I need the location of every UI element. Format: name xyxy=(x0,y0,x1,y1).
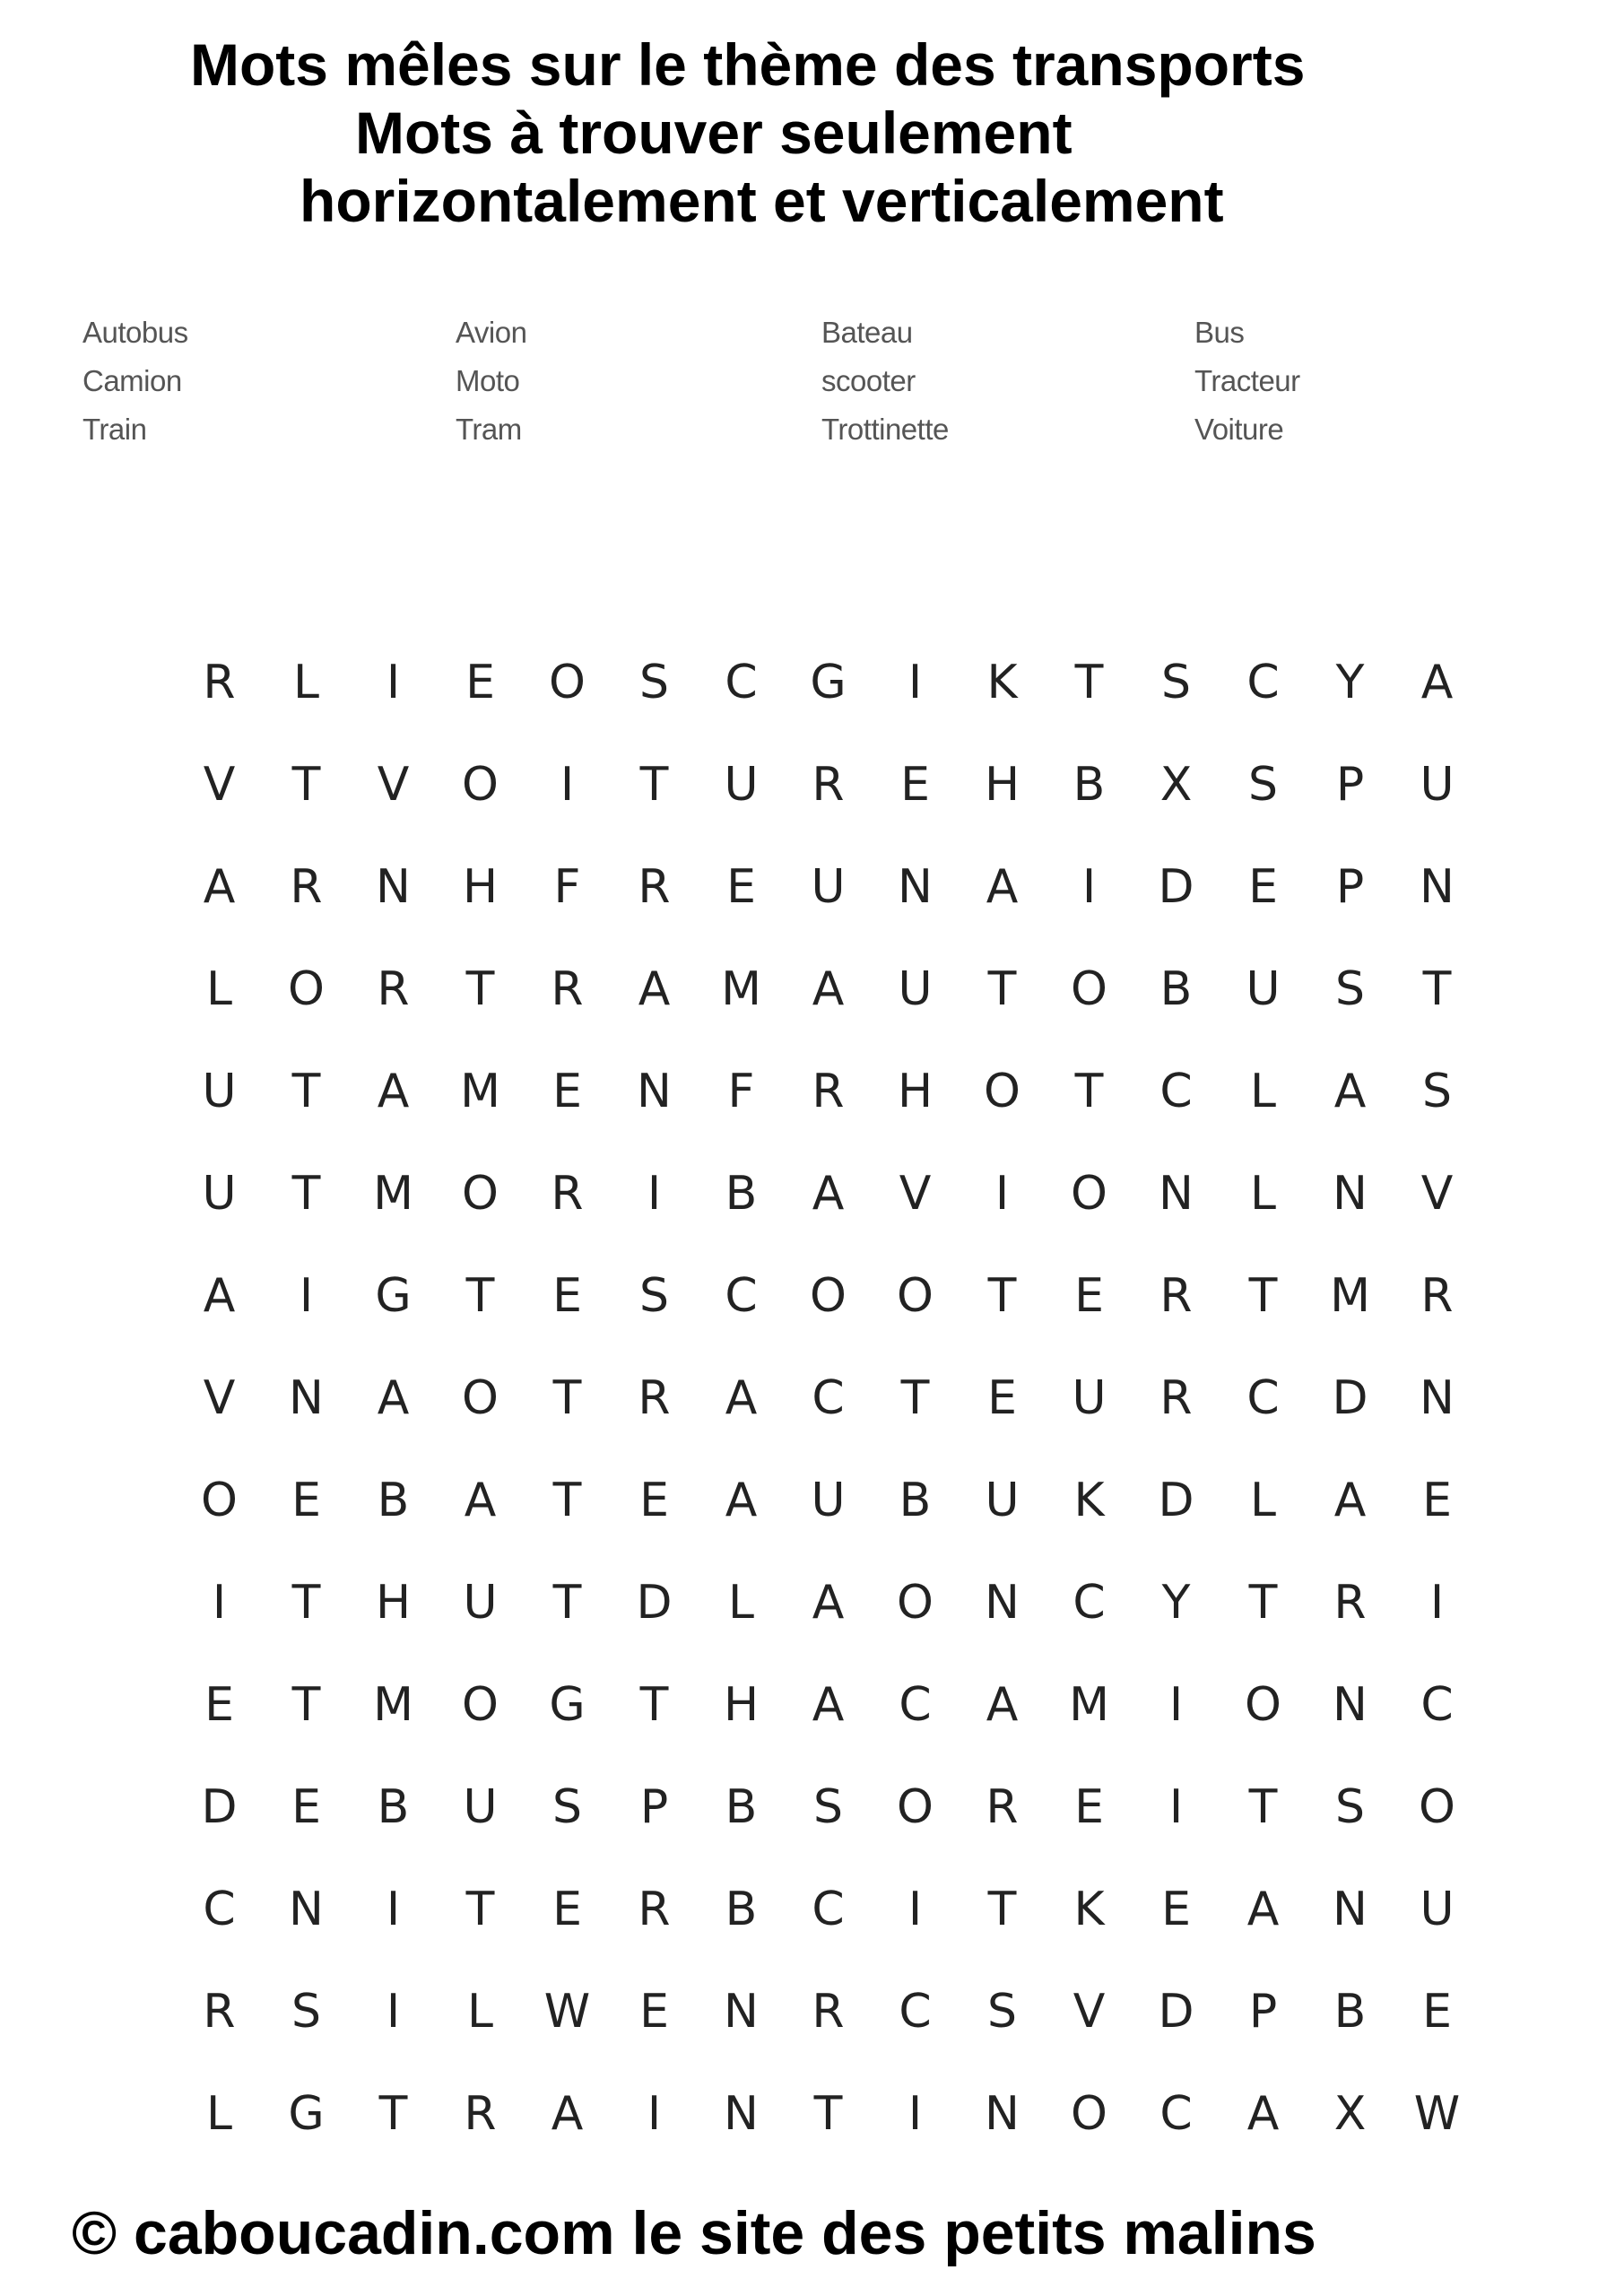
grid-letter: N xyxy=(1159,1167,1194,1221)
grid-letter: R xyxy=(1333,1576,1367,1630)
grid-letter: O xyxy=(1245,1678,1281,1732)
title-line-3: horizontalement et verticalement xyxy=(300,168,1224,234)
grid-letter: I xyxy=(386,1883,401,1936)
grid-letter: T xyxy=(1248,1780,1278,1834)
grid-letter: C xyxy=(899,1985,932,2039)
grid-letter: I xyxy=(386,1985,401,2039)
grid-letter: T xyxy=(1248,1269,1278,1323)
grid-letter: F xyxy=(553,860,581,914)
grid-letter: A xyxy=(203,1269,236,1323)
grid-letter: N xyxy=(376,860,411,914)
grid-letter: A xyxy=(203,860,236,914)
grid-letter: T xyxy=(987,962,1017,1016)
word-list-item: Bateau xyxy=(821,316,913,349)
grid-letter: R xyxy=(1420,1269,1454,1323)
title-line-2: Mots à trouver seulement xyxy=(355,100,1073,166)
grid-letter: I xyxy=(647,1167,662,1221)
grid-letter: O xyxy=(1071,962,1107,1016)
word-list-item: Autobus xyxy=(83,316,188,349)
grid-letter: E xyxy=(1161,1883,1191,1936)
grid-letter: A xyxy=(812,1678,845,1732)
grid-letter: O xyxy=(201,1474,238,1527)
grid-letter: T xyxy=(639,1678,669,1732)
grid-letter: U xyxy=(463,1780,498,1834)
grid-letter: E xyxy=(900,758,930,812)
grid-letter: T xyxy=(378,2087,408,2141)
grid-letter: B xyxy=(377,1780,410,1834)
grid-letter: A xyxy=(551,2087,584,2141)
grid-letter: T xyxy=(987,1269,1017,1323)
grid-letter: S xyxy=(291,1985,321,2039)
grid-letter: U xyxy=(811,1474,846,1527)
grid-letter: T xyxy=(552,1474,582,1527)
grid-letter: I xyxy=(1168,1780,1184,1834)
grid-letter: O xyxy=(1071,2087,1107,2141)
grid-letter: I xyxy=(560,758,575,812)
grid-letter: U xyxy=(724,758,759,812)
word-list-item: Tracteur xyxy=(1194,364,1300,397)
grid-letter: A xyxy=(377,1065,410,1118)
grid-letter: T xyxy=(465,1883,495,1936)
grid-letter: T xyxy=(813,2087,843,2141)
grid-letter: T xyxy=(291,1167,321,1221)
grid-letter: N xyxy=(289,1883,324,1936)
grid-letter: T xyxy=(552,1576,582,1630)
grid-letter: S xyxy=(1247,758,1278,812)
grid-letter: K xyxy=(1073,1474,1105,1527)
grid-letter: O xyxy=(810,1269,847,1323)
word-list xyxy=(83,316,1463,461)
grid-letter: A xyxy=(1420,656,1454,709)
grid-letter: R xyxy=(203,656,236,709)
grid-letter: L xyxy=(206,2087,232,2141)
grid-letter: R xyxy=(551,962,584,1016)
grid-letter: R xyxy=(638,1883,671,1936)
grid-letter: R xyxy=(203,1985,236,2039)
grid-letter: V xyxy=(203,1371,236,1425)
grid-letter: T xyxy=(465,962,495,1016)
grid-letter: U xyxy=(1420,1883,1455,1936)
grid-letter: E xyxy=(552,1269,582,1323)
word-list-item: Bus xyxy=(1194,316,1245,349)
word-list-item: Voiture xyxy=(1194,413,1284,446)
grid-letter: T xyxy=(1074,1065,1104,1118)
footer-copyright: © caboucadin.com le site des petits malins xyxy=(72,2199,1316,2267)
grid-letter: Y xyxy=(1161,1576,1191,1630)
grid-letter: S xyxy=(1160,656,1191,709)
word-list-item: Moto xyxy=(456,364,520,397)
grid-letter: U xyxy=(898,962,933,1016)
grid-letter: N xyxy=(1420,1371,1455,1425)
grid-letter: D xyxy=(201,1780,238,1834)
grid-letter: D xyxy=(1332,1371,1368,1425)
grid-letter: P xyxy=(1335,758,1365,812)
grid-letter: S xyxy=(812,1780,843,1834)
grid-letter: E xyxy=(987,1371,1017,1425)
grid-letter: K xyxy=(986,656,1018,709)
grid-letter: X xyxy=(1333,2087,1367,2141)
grid-letter: I xyxy=(1168,1678,1184,1732)
grid-letter: G xyxy=(375,1269,412,1323)
grid-letter: A xyxy=(377,1371,410,1425)
grid-letter: M xyxy=(373,1167,413,1221)
grid-letter: B xyxy=(725,1167,758,1221)
grid-letter: R xyxy=(464,2087,497,2141)
grid-letter: B xyxy=(899,1474,932,1527)
grid-letter: O xyxy=(462,758,499,812)
grid-letter: E xyxy=(1248,860,1278,914)
grid-letter: A xyxy=(1333,1065,1367,1118)
grid-letter: O xyxy=(462,1371,499,1425)
grid-letter: A xyxy=(986,1678,1019,1732)
grid-letter: C xyxy=(725,656,758,709)
grid-letter: U xyxy=(985,1474,1020,1527)
grid-letter: L xyxy=(293,656,319,709)
grid-letter: X xyxy=(1159,758,1193,812)
title-line-1: Mots mêles sur le thème des transports xyxy=(190,31,1306,98)
grid-letter: N xyxy=(1333,1678,1368,1732)
grid-letter: G xyxy=(549,1678,586,1732)
grid-letter: T xyxy=(1422,962,1452,1016)
grid-letter: E xyxy=(1074,1780,1104,1834)
grid-letter: N xyxy=(637,1065,672,1118)
grid-letter: C xyxy=(725,1269,758,1323)
grid-letter: A xyxy=(812,962,845,1016)
grid-letter: W xyxy=(1413,2087,1461,2141)
grid-letter: P xyxy=(1335,860,1365,914)
grid-letter: C xyxy=(203,1883,236,1936)
grid-letter: S xyxy=(1334,962,1365,1016)
grid-letter: S xyxy=(551,1780,582,1834)
grid-letter: U xyxy=(811,860,846,914)
grid-letter: T xyxy=(1248,1576,1278,1630)
grid-letter: T xyxy=(465,1269,495,1323)
grid-letter: O xyxy=(549,656,586,709)
grid-letter: S xyxy=(638,656,669,709)
grid-letter: U xyxy=(463,1576,498,1630)
grid-letter: U xyxy=(202,1167,237,1221)
grid-letter: N xyxy=(724,2087,759,2141)
grid-letter: S xyxy=(638,1269,669,1323)
grid-letter: O xyxy=(462,1678,499,1732)
grid-letter: D xyxy=(1158,1474,1194,1527)
grid-letter: A xyxy=(1246,1883,1280,1936)
grid-letter: H xyxy=(897,1065,934,1118)
grid-letter: I xyxy=(908,2087,923,2141)
grid-letter: V xyxy=(203,758,236,812)
grid-letter: C xyxy=(1246,1371,1280,1425)
grid-letter: H xyxy=(984,758,1020,812)
grid-letter: D xyxy=(1158,860,1194,914)
grid-letter: T xyxy=(291,1065,321,1118)
grid-letter: A xyxy=(638,962,671,1016)
grid-letter: M xyxy=(460,1065,500,1118)
letter-grid xyxy=(176,631,1481,2165)
grid-letter: L xyxy=(206,962,232,1016)
grid-letter: V xyxy=(1420,1167,1454,1221)
grid-letter: F xyxy=(727,1065,755,1118)
word-list-item: Avion xyxy=(456,316,527,349)
grid-letter: B xyxy=(1159,962,1193,1016)
word-list-item: scooter xyxy=(821,364,916,397)
grid-letter: R xyxy=(551,1167,584,1221)
grid-letter: N xyxy=(1333,1883,1368,1936)
grid-letter: N xyxy=(1333,1167,1368,1221)
grid-letter: A xyxy=(986,860,1019,914)
grid-letter: B xyxy=(377,1474,410,1527)
grid-letter: C xyxy=(1246,656,1280,709)
grid-letter: I xyxy=(1429,1576,1445,1630)
grid-letter: T xyxy=(291,758,321,812)
grid-letter: U xyxy=(1072,1371,1107,1425)
grid-letter: T xyxy=(552,1371,582,1425)
grid-letter: L xyxy=(1250,1167,1276,1221)
grid-letter: L xyxy=(467,1985,493,2039)
grid-letter: S xyxy=(1334,1780,1365,1834)
grid-letter: E xyxy=(1422,1474,1452,1527)
grid-letter: U xyxy=(1420,758,1455,812)
grid-letter: R xyxy=(1159,1269,1193,1323)
grid-letter: T xyxy=(291,1678,321,1732)
grid-letter: H xyxy=(375,1576,412,1630)
grid-letter: R xyxy=(377,962,410,1016)
grid-letter: M xyxy=(373,1678,413,1732)
grid-letter: E xyxy=(291,1780,321,1834)
grid-letter: O xyxy=(897,1780,934,1834)
grid-letter: S xyxy=(986,1985,1017,2039)
grid-letter: O xyxy=(1419,1780,1455,1834)
grid-letter: I xyxy=(908,1883,923,1936)
grid-letter: L xyxy=(1250,1474,1276,1527)
grid-letter: Y xyxy=(1335,656,1365,709)
grid-letter: T xyxy=(987,1883,1017,1936)
grid-letter: C xyxy=(899,1678,932,1732)
grid-letter: V xyxy=(899,1167,932,1221)
grid-letter: U xyxy=(1246,962,1281,1016)
grid-letter: N xyxy=(1420,860,1455,914)
grid-letter: I xyxy=(212,1576,227,1630)
grid-letter: O xyxy=(288,962,325,1016)
word-list-item: Trottinette xyxy=(821,413,949,446)
grid-letter: E xyxy=(204,1678,234,1732)
grid-letter: O xyxy=(897,1576,934,1630)
grid-letter: R xyxy=(812,1985,845,2039)
grid-letter: E xyxy=(639,1985,669,2039)
grid-letter: N xyxy=(898,860,933,914)
grid-letter: A xyxy=(725,1474,758,1527)
grid-letter: W xyxy=(543,1985,591,2039)
grid-letter: E xyxy=(1074,1269,1104,1323)
grid-letter: N xyxy=(985,1576,1020,1630)
grid-letter: R xyxy=(812,1065,845,1118)
word-list-item: Camion xyxy=(83,364,182,397)
grid-letter: I xyxy=(994,1167,1010,1221)
grid-letter: M xyxy=(1330,1269,1370,1323)
grid-letter: C xyxy=(1420,1678,1454,1732)
grid-letter: E xyxy=(552,1065,582,1118)
grid-letter: B xyxy=(725,1780,758,1834)
grid-letter: I xyxy=(299,1269,314,1323)
grid-letter: A xyxy=(1246,2087,1280,2141)
grid-letter: D xyxy=(1158,1985,1194,2039)
grid-letter: O xyxy=(897,1269,934,1323)
grid-letter: D xyxy=(636,1576,673,1630)
grid-letter: T xyxy=(1074,656,1104,709)
grid-letter: N xyxy=(985,2087,1020,2141)
word-list-item: Train xyxy=(83,413,147,446)
grid-letter: B xyxy=(1073,758,1106,812)
grid-letter: C xyxy=(1073,1576,1106,1630)
grid-letter: R xyxy=(638,1371,671,1425)
grid-letter: R xyxy=(1159,1371,1193,1425)
grid-letter: B xyxy=(1333,1985,1367,2039)
grid-letter: G xyxy=(810,656,847,709)
grid-letter: I xyxy=(647,2087,662,2141)
grid-letter: R xyxy=(638,860,671,914)
grid-letter: V xyxy=(1073,1985,1106,2039)
grid-letter: E xyxy=(639,1474,669,1527)
grid-letter: A xyxy=(1333,1474,1367,1527)
grid-letter: C xyxy=(1159,1065,1193,1118)
grid-letter: O xyxy=(1071,1167,1107,1221)
grid-letter: L xyxy=(1250,1065,1276,1118)
grid-letter: A xyxy=(725,1371,758,1425)
grid-letter: R xyxy=(812,758,845,812)
grid-letter: V xyxy=(377,758,410,812)
grid-letter: H xyxy=(723,1678,760,1732)
grid-letter: R xyxy=(986,1780,1019,1834)
grid-letter: O xyxy=(984,1065,1020,1118)
grid-letter: I xyxy=(386,656,401,709)
grid-letter: H xyxy=(462,860,499,914)
grid-letter: A xyxy=(812,1576,845,1630)
grid-letter: P xyxy=(639,1780,669,1834)
grid-letter: C xyxy=(1159,2087,1193,2141)
grid-letter: K xyxy=(1073,1883,1105,1936)
grid-letter: I xyxy=(908,656,923,709)
grid-letter: M xyxy=(1069,1678,1109,1732)
grid-letter: T xyxy=(639,758,669,812)
grid-letter: N xyxy=(289,1371,324,1425)
grid-letter: E xyxy=(291,1474,321,1527)
grid-letter: T xyxy=(291,1576,321,1630)
grid-letter: L xyxy=(728,1576,754,1630)
grid-letter: G xyxy=(288,2087,325,2141)
grid-letter: B xyxy=(725,1883,758,1936)
grid-letter: A xyxy=(464,1474,497,1527)
grid-letter: N xyxy=(724,1985,759,2039)
word-list-item: Tram xyxy=(456,413,522,446)
grid-letter: E xyxy=(1422,1985,1452,2039)
grid-letter: P xyxy=(1248,1985,1278,2039)
grid-letter: R xyxy=(290,860,323,914)
grid-letter: E xyxy=(465,656,495,709)
grid-letter: E xyxy=(726,860,756,914)
grid-letter: S xyxy=(1421,1065,1452,1118)
grid-letter: C xyxy=(812,1883,845,1936)
grid-letter: T xyxy=(900,1371,930,1425)
grid-letter: M xyxy=(721,962,761,1016)
grid-letter: A xyxy=(812,1167,845,1221)
grid-letter: C xyxy=(812,1371,845,1425)
grid-letter: I xyxy=(1081,860,1097,914)
grid-letter: O xyxy=(462,1167,499,1221)
grid-letter: U xyxy=(202,1065,237,1118)
grid-letter: E xyxy=(552,1883,582,1936)
